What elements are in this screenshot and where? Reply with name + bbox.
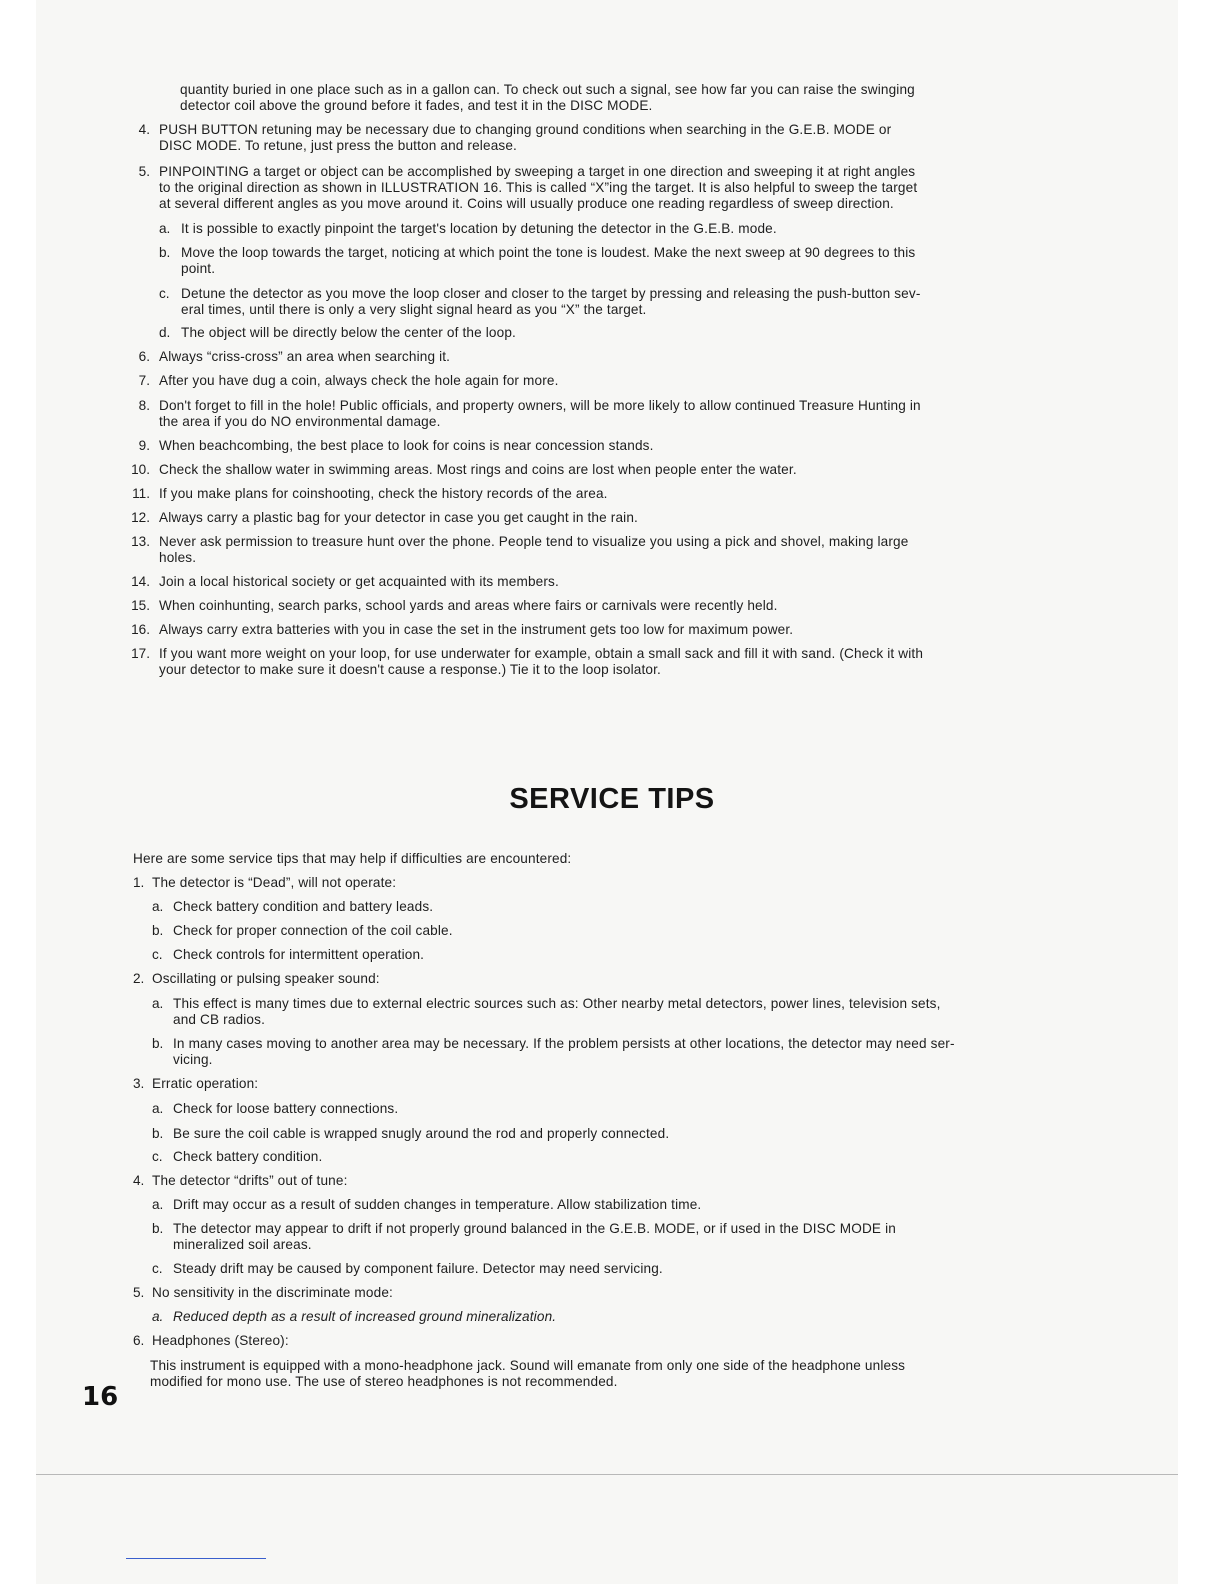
sub-line: Drift may occur as a result of sudden changes in temperature. Allow stabilization time. [173, 1197, 702, 1212]
tip-line: If you want more weight on your loop, for use underwater for example, obtain a small sack and fill it with sand. (Check it with [159, 646, 924, 661]
tip-line: After you have dug a coin, always check the hole again for more. [159, 373, 559, 388]
sub-letter: a. [152, 899, 164, 914]
sub-letter: b. [159, 245, 171, 260]
sub-letter: c. [152, 947, 163, 962]
tip-number: 16. [131, 622, 150, 637]
sub-letter: a. [152, 996, 164, 1011]
tip-number: 4. [138, 122, 150, 137]
tip-line: Always carry extra batteries with you in case the set in the instrument gets too low for maximum power. [159, 622, 794, 637]
tip-line: Check the shallow water in swimming areas. Most rings and coins are lost when people enter the water. [159, 462, 797, 477]
tip-line: Never ask permission to treasure hunt over the phone. People tend to visualize you using a pick and shovel, making large [159, 534, 909, 549]
service-item-number: 4. [133, 1173, 145, 1188]
sub-line: Check battery condition. [173, 1149, 323, 1164]
service-item-label: Erratic operation: [152, 1076, 259, 1091]
sub-letter: a. [159, 221, 171, 236]
sub-letter: d. [159, 325, 171, 340]
service-item-label: The detector is “Dead”, will not operate: [152, 875, 397, 890]
tip-line: When beachcombing, the best place to look for coins is near concession stands. [159, 438, 654, 453]
tip-number: 6. [138, 349, 150, 364]
service-item-number: 2. [133, 971, 145, 986]
sub-line: and CB radios. [173, 1012, 266, 1027]
sub-line: Detune the detector as you move the loop closer and closer to the target by pressing and releasing the push-button sev- [181, 286, 921, 301]
service-item-label: Headphones (Stereo): [152, 1333, 289, 1348]
sub-letter: c. [159, 286, 170, 301]
sub-letter: b. [152, 923, 164, 938]
service-item-number: 1. [133, 875, 145, 890]
page-number: 16 [82, 1382, 119, 1412]
tip-line: DISC MODE. To retune, just press the button and release. [159, 138, 517, 153]
sub-line: The detector may appear to drift if not properly ground balanced in the G.E.B. MODE, or if used in the DISC MODE in [173, 1221, 896, 1236]
tip-line: to the original direction as shown in ILLUSTRATION 16. This is called “X”ing the target. It is also helpful to sweep the target [159, 180, 918, 195]
sub-letter: a. [152, 1309, 164, 1324]
sub-letter: b. [152, 1036, 164, 1051]
tip-line: If you make plans for coinshooting, check the history records of the area. [159, 486, 608, 501]
sub-line: This effect is many times due to external electric sources such as: Other nearby metal detectors, power lines, television sets, [173, 996, 941, 1011]
service-item-number: 6. [133, 1333, 145, 1348]
tip-line: holes. [159, 550, 197, 565]
tip-line: When coinhunting, search parks, school yards and areas where fairs or carnivals were recently held. [159, 598, 778, 613]
tip-number: 5. [138, 164, 150, 179]
sub-line: Check for loose battery connections. [173, 1101, 399, 1116]
service-item-label: No sensitivity in the discriminate mode: [152, 1285, 393, 1300]
sub-line: In many cases moving to another area may be necessary. If the problem persists at other locations, the detector may need ser- [173, 1036, 955, 1051]
tip-number: 12. [131, 510, 150, 525]
sub-letter: a. [152, 1197, 164, 1212]
sub-letter: b. [152, 1221, 164, 1236]
sub-line: point. [181, 261, 216, 276]
tip-number: 8. [138, 398, 150, 413]
sub-line: mineralized soil areas. [173, 1237, 312, 1252]
sub-line: It is possible to exactly pinpoint the target's location by detuning the detector in the G.E.B. mode. [181, 221, 777, 236]
sub-line: Steady drift may be caused by component failure. Detector may need servicing. [173, 1261, 663, 1276]
tip-number: 14. [131, 574, 150, 589]
sub-line: Check controls for intermittent operation. [173, 947, 425, 962]
service-paragraph-line: modified for mono use. The use of stereo headphones is not recommended. [150, 1374, 618, 1389]
tip-line: Always carry a plastic bag for your detector in case you get caught in the rain. [159, 510, 638, 525]
sub-line: Reduced depth as a result of increased ground mineralization. [173, 1309, 557, 1324]
service-item-number: 5. [133, 1285, 145, 1300]
sub-line: Be sure the coil cable is wrapped snugly around the rod and properly connected. [173, 1126, 670, 1141]
tip-number: 10. [131, 462, 150, 477]
footer-link-rule [126, 1558, 266, 1559]
sub-line: Check for proper connection of the coil cable. [173, 923, 453, 938]
tip-line: your detector to make sure it doesn't cause a response.) Tie it to the loop isolator. [159, 662, 661, 677]
sub-letter: c. [152, 1149, 163, 1164]
sub-line: vicing. [173, 1052, 213, 1067]
tip-line: the area if you do NO environmental damage. [159, 414, 441, 429]
sub-line: Move the loop towards the target, noticing at which point the tone is loudest. Make the next sweep at 90 degrees to this [181, 245, 916, 260]
tip-number: 9. [138, 438, 150, 453]
tip-number: 7. [138, 373, 150, 388]
tip-number: 17. [131, 646, 150, 661]
intro-line-1: quantity buried in one place such as in a gallon can. To check out such a signal, see how far you can raise the swinging [180, 82, 915, 97]
tip-line: Join a local historical society or get acquainted with its members. [159, 574, 559, 589]
service-item-label: The detector “drifts” out of tune: [152, 1173, 348, 1188]
tip-number: 13. [131, 534, 150, 549]
tip-line: PUSH BUTTON retuning may be necessary due to changing ground conditions when searching in the G.E.B. MODE or [159, 122, 892, 137]
service-intro: Here are some service tips that may help if difficulties are encountered: [133, 851, 572, 866]
sub-letter: a. [152, 1101, 164, 1116]
service-paragraph-line: This instrument is equipped with a mono-headphone jack. Sound will emanate from only one side of the headphone unless [150, 1358, 906, 1373]
tip-number: 11. [132, 486, 150, 501]
tip-number: 15. [131, 598, 150, 613]
service-item-number: 3. [133, 1076, 145, 1091]
sub-line: eral times, until there is only a very slight signal heard as you “X” the target. [181, 302, 647, 317]
sub-letter: b. [152, 1126, 164, 1141]
intro-line-2: detector coil above the ground before it fades, and test it in the DISC MODE. [180, 98, 653, 113]
tip-line: at several different angles as you move around it. Coins will usually produce one reading regardless of sweep direction. [159, 196, 894, 211]
tip-line: PINPOINTING a target or object can be accomplished by sweeping a target in one direction and sweeping it at right angles [159, 164, 916, 179]
sub-line: The object will be directly below the center of the loop. [181, 325, 516, 340]
sub-letter: c. [152, 1261, 163, 1276]
bottom-rule [36, 1474, 1178, 1475]
service-item-label: Oscillating or pulsing speaker sound: [152, 971, 380, 986]
sub-line: Check battery condition and battery leads. [173, 899, 434, 914]
tip-line: Always “criss-cross” an area when searching it. [159, 349, 451, 364]
tip-line: Don't forget to fill in the hole! Public officials, and property owners, will be more likely to allow continued Treasure Hunting in [159, 398, 921, 413]
section-title: SERVICE TIPS [509, 783, 715, 815]
